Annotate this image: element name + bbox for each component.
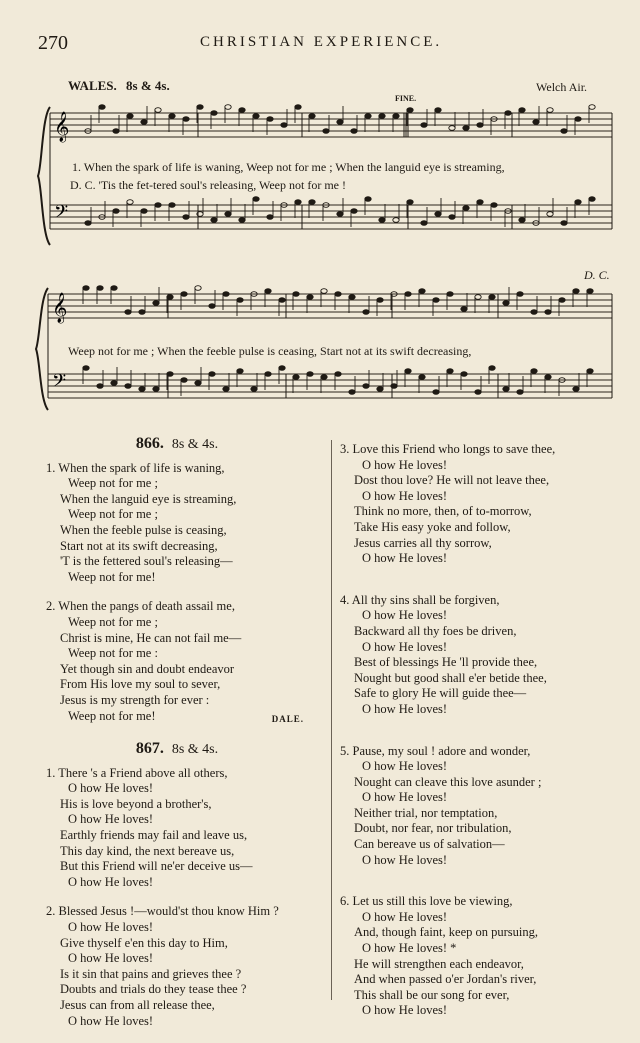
- verse-line: When the feeble pulse is ceasing,: [60, 522, 227, 537]
- verse-line: Nought can cleave this love asunder ;: [354, 774, 542, 789]
- verse-line: O how He loves!: [362, 852, 448, 867]
- tune-source: Welch Air.: [536, 80, 588, 94]
- verse-line: Safe to glory He will guide thee—: [354, 686, 527, 701]
- bass-staff: [50, 205, 612, 229]
- verse-line: 2. When the pangs of death assail me,: [46, 599, 235, 614]
- verse-line: Jesus carries all thy sorrow,: [354, 535, 492, 550]
- hymn-number: 866.: [135, 435, 164, 452]
- verse-line: Best of blessings He 'll provide thee,: [354, 655, 538, 670]
- verse-line: Christ is mine, He can not fail me—: [60, 630, 242, 645]
- system-brace: [38, 107, 50, 245]
- bass-staff: [48, 374, 612, 398]
- hymn-867-heading: [46, 741, 308, 758]
- treble-staff: [48, 294, 612, 318]
- treble-staff: [50, 113, 612, 137]
- verse-line: 3. Love this Friend who longs to save thee,: [340, 442, 556, 456]
- verse-line: Is it sin that pains and grieves thee ?: [60, 966, 242, 981]
- lyric-line-1: 1. When the spark of life is waning, Weep not for me ; When the languid eye is streaming,: [72, 160, 505, 174]
- treble-notes: [83, 286, 593, 316]
- verse-line: O how He loves!: [362, 608, 448, 623]
- verse-line: Jesus is my strength for ever :: [60, 692, 210, 707]
- verse-line: Start not at its swift decreasing,: [60, 538, 218, 553]
- verse-line: O how He loves!: [362, 488, 448, 503]
- hymn-meter: 8s & 4s.: [171, 437, 219, 452]
- verse-line: Nought but good shall e'er betide thee,: [354, 670, 547, 685]
- verse-line: And when passed o'er Jordan's river,: [354, 972, 537, 987]
- verse-line: Yet though sin and doubt endeavor: [60, 661, 235, 676]
- verse-line-text: Weep not for me!: [68, 708, 156, 723]
- verse-line: From His love my soul to sever,: [60, 677, 221, 692]
- bass-notes: [83, 366, 593, 396]
- verse-line: O how He loves!: [362, 551, 448, 566]
- verse-line: Weep not for me ;: [68, 614, 158, 629]
- verse-line: O how He loves!: [68, 951, 154, 966]
- verse-line: O how He loves!: [362, 790, 448, 805]
- verse-line: O how He loves!: [362, 457, 448, 472]
- verse-line: Take His easy yoke and follow,: [354, 519, 511, 534]
- verse-line: O how He loves!: [68, 812, 154, 827]
- hymn-author: DALE.: [271, 713, 304, 724]
- dc-mark: D. C.: [584, 268, 610, 282]
- verse-line: Think no more, then, of to-morrow,: [354, 504, 532, 519]
- page-header: [0, 32, 640, 56]
- stanza: [46, 904, 308, 1029]
- system-brace: [36, 288, 48, 410]
- verse-line: O how He loves!: [68, 1013, 154, 1028]
- bass-notes: [85, 197, 595, 227]
- verse-line: Weep not for me ;: [68, 507, 158, 522]
- verse-line: O how He loves!: [362, 909, 448, 924]
- verse-line: 2. Blessed Jesus !—would'st thou know Him ?: [46, 904, 279, 919]
- hymn-number: 867.: [135, 740, 164, 758]
- treble-notes: [85, 105, 595, 135]
- verse-line: Dost thou love? He will not leave thee,: [354, 473, 550, 488]
- verse-line: Earthly friends may fail and leave us,: [60, 828, 248, 843]
- fine-mark: FINE.: [395, 94, 417, 103]
- verse-line: O how He loves!: [68, 781, 154, 796]
- verse-line: 'T is the fettered soul's releasing—: [60, 554, 233, 569]
- verse-line: 1. When the spark of life is waning,: [46, 460, 225, 475]
- bass-clef-icon: 𝄢: [52, 371, 67, 396]
- hymn-meter: 8s & 4s.: [171, 742, 219, 758]
- stanza: [46, 461, 308, 586]
- verse-line: O how He loves!: [362, 701, 448, 716]
- stanza: [340, 894, 610, 1019]
- bass-clef-icon: 𝄢: [54, 202, 69, 227]
- verse-line: Weep not for me :: [68, 646, 158, 661]
- verse-line: Weep not for me ;: [68, 476, 158, 491]
- verse-line: O how He loves! *: [362, 941, 457, 956]
- left-column: [46, 436, 308, 1043]
- verse-line: O how He loves!: [362, 639, 448, 654]
- hymn-866-heading: [46, 436, 308, 453]
- verse-line: This shall be our song for ever,: [354, 987, 510, 1002]
- verse-line: Jesus can from all release thee,: [60, 998, 215, 1012]
- verse-line: O how He loves!: [362, 1003, 448, 1018]
- stanza: [340, 744, 610, 869]
- verse-line: He will strengthen each endeavor,: [354, 956, 524, 971]
- tune-name: WALES.: [68, 78, 117, 93]
- tune-title: [68, 78, 170, 94]
- verse-line: 4. All thy sins shall be forgiven,: [340, 592, 500, 607]
- right-column: [340, 442, 610, 1033]
- page-number: 270: [38, 32, 68, 54]
- verse-line: 5. Pause, my soul ! adore and wonder,: [340, 743, 531, 758]
- verse-line: Doubt, nor fear, nor tribulation,: [354, 821, 512, 836]
- treble-clef-icon: 𝄞: [54, 112, 70, 142]
- verse-line: O how He loves!: [362, 759, 448, 774]
- stanza: [340, 593, 610, 718]
- verse-line: But this Friend will ne'er deceive us—: [60, 859, 253, 874]
- verse-line: Backward all thy foes be driven,: [354, 623, 517, 638]
- verse-line: Give thyself e'en this day to Him,: [60, 935, 228, 950]
- stanza: [46, 599, 308, 727]
- verse-line: O how He loves!: [68, 920, 154, 935]
- verse-line: And, though faint, keep on pursuing,: [354, 925, 539, 940]
- verse-line: Weep not for me!: [68, 569, 156, 584]
- verse-line: 1. There 's a Friend above all others,: [46, 765, 228, 780]
- running-title: CHRISTIAN EXPERIENCE.: [200, 34, 443, 50]
- verse-line: [46, 709, 308, 728]
- verse-line: 6. Let us still this love be viewing,: [340, 894, 513, 909]
- tune-meter: 8s & 4s.: [126, 78, 170, 93]
- stanza: [340, 442, 610, 567]
- verse-line: When the languid eye is streaming,: [60, 491, 237, 506]
- column-divider: [331, 440, 332, 1000]
- verse-line: Can bereave us of salvation—: [354, 837, 505, 852]
- verse-line: Doubts and trials do they tease thee ?: [60, 982, 247, 997]
- stanza: [46, 766, 308, 891]
- verse-line: O how He loves!: [68, 874, 154, 889]
- verse-line: This day kind, the next bereave us,: [60, 843, 235, 858]
- lyric-line-3: Weep not for me ; When the feeble pulse is ceasing, Start not at its swift decreasing,: [68, 344, 472, 358]
- lyric-line-2: D. C. 'Tis the fet-tered soul's releasing, Weep not for me !: [70, 178, 346, 192]
- verse-line: Neither trial, nor temptation,: [354, 805, 498, 820]
- verse-line: His is love beyond a brother's,: [60, 796, 212, 811]
- treble-clef-icon: 𝄞: [52, 293, 68, 323]
